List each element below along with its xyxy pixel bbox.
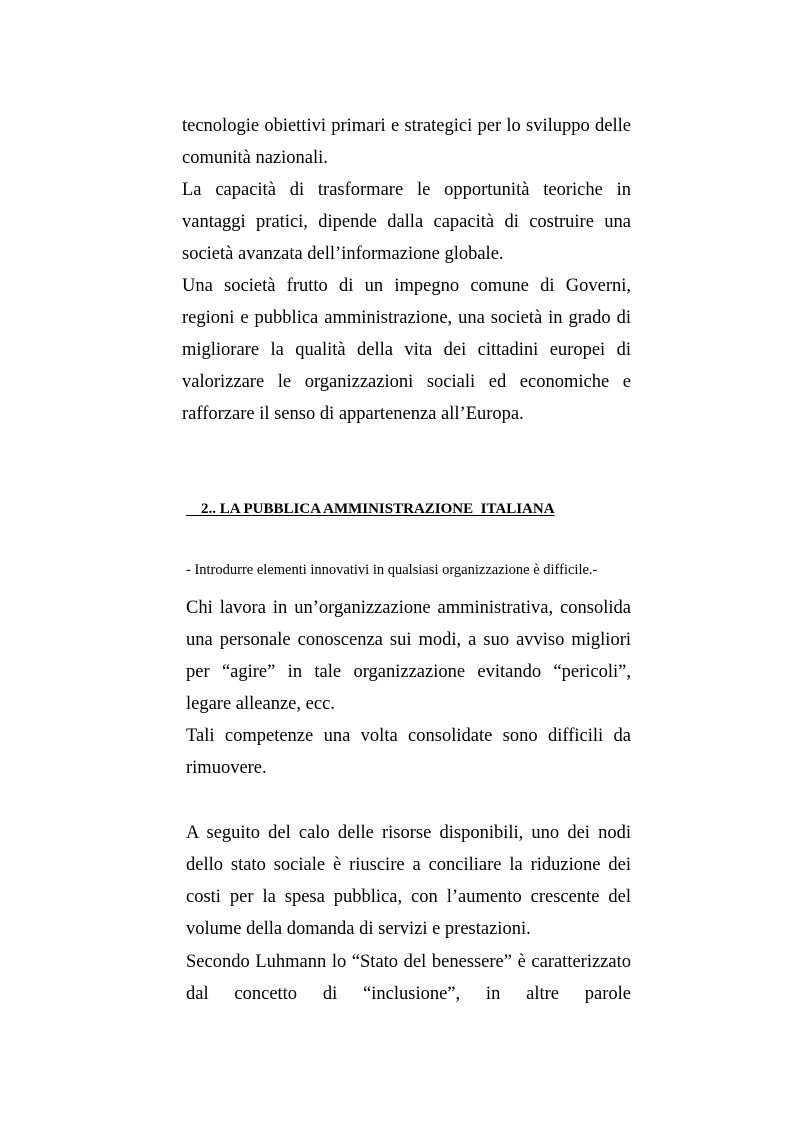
text-line: migliorare la qualità della vita dei cittadini europei di <box>182 340 631 360</box>
section-epigraph: - Introdurre elementi innovativi in qualsiasi organizzazione è difficile.- <box>186 562 598 578</box>
text-line: rafforzare il senso di appartenenza all’Europa. <box>182 404 524 424</box>
text-line: una personale conoscenza sui modi, a suo avviso migliori <box>186 630 631 650</box>
text-line: Una società frutto di un impegno comune di Governi, <box>182 276 631 296</box>
text-line: dal concetto di “inclusione”, in altre parole <box>186 984 631 1004</box>
text-line: legare alleanze, ecc. <box>186 694 335 714</box>
section-heading: 2.. LA PUBBLICA AMMINISTRAZIONE ITALIANA <box>186 501 555 517</box>
text-line: La capacità di trasformare le opportunità teoriche in <box>182 180 631 200</box>
text-line: vantaggi pratici, dipende dalla capacità di costruire una <box>182 212 631 232</box>
text-line: per “agire” in tale organizzazione evitando “pericoli”, <box>186 662 631 682</box>
text-line: rimuovere. <box>186 758 267 778</box>
text-line: comunità nazionali. <box>182 148 328 168</box>
text-line: volume della domanda di servizi e prestazioni. <box>186 919 531 939</box>
text-line: società avanzata dell’informazione globale. <box>182 244 504 264</box>
text-line: valorizzare le organizzazioni sociali ed economiche e <box>182 372 631 392</box>
text-line: Chi lavora in un’organizzazione amministrativa, consolida <box>186 598 631 618</box>
text-line: tecnologie obiettivi primari e strategici per lo sviluppo delle <box>182 116 631 136</box>
text-line: Tali competenze una volta consolidate sono difficili da <box>186 726 631 746</box>
text-line: regioni e pubblica amministrazione, una società in grado di <box>182 308 631 328</box>
text-line: A seguito del calo delle risorse disponibili, uno dei nodi <box>186 823 631 843</box>
text-line: dello stato sociale è riuscire a conciliare la riduzione dei <box>186 855 631 875</box>
text-line: costi per la spesa pubblica, con l’aumento crescente del <box>186 887 631 907</box>
text-line: Secondo Luhmann lo “Stato del benessere” è caratterizzato <box>186 952 631 972</box>
